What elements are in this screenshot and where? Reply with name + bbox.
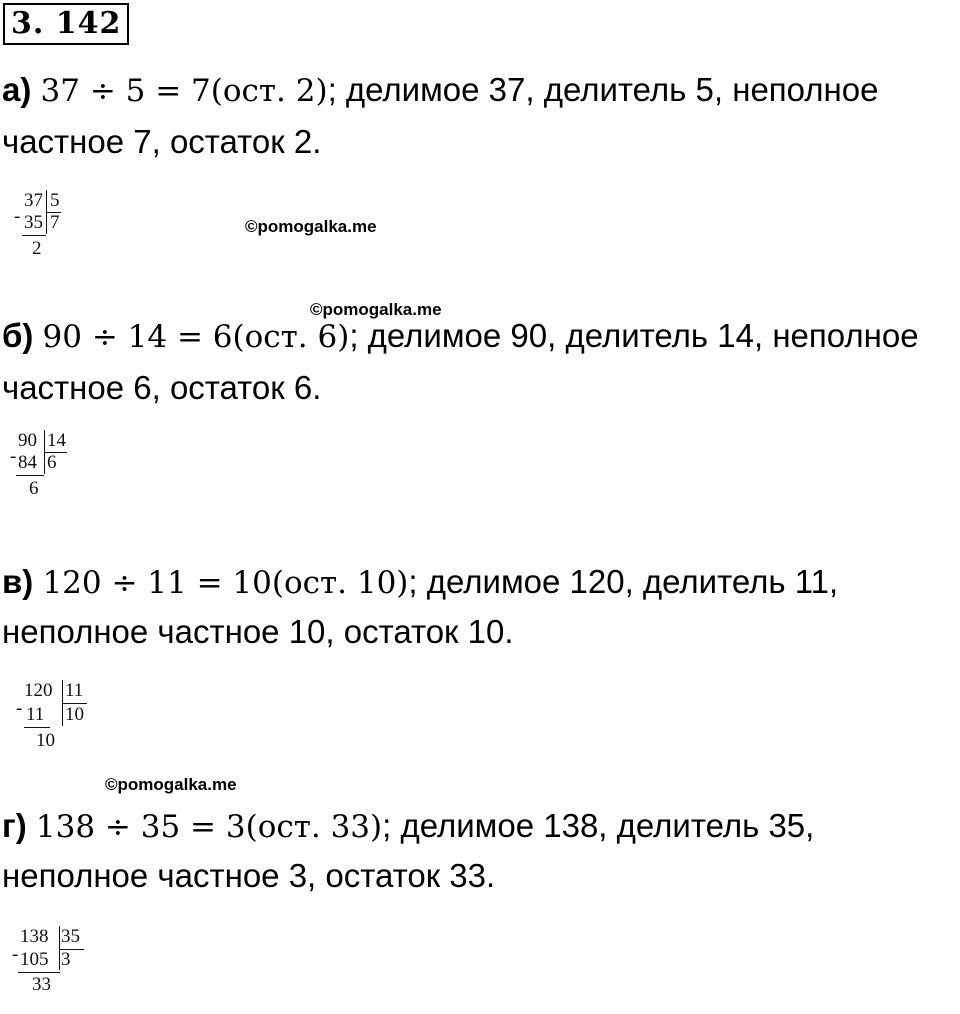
- problem-c-equation: 120 ÷ 11 = 10(ост. 10): [42, 565, 409, 601]
- problem-c-line-2: неполное частное 10, остаток 10.: [2, 613, 514, 650]
- remainder: 33: [32, 974, 51, 995]
- problem-d-label: г): [2, 807, 27, 844]
- problem-b-equation: 90 ÷ 14 = 6(ост. 6): [42, 319, 350, 355]
- quotient: 10: [65, 704, 84, 725]
- problem-d-line-2: неполное частное 3, остаток 33.: [2, 857, 496, 894]
- divisor: 11: [65, 680, 84, 701]
- watermark: ©pomogalka.me: [245, 217, 377, 236]
- subtraction-line: [22, 235, 46, 236]
- subtraction-line: [16, 475, 44, 476]
- problem-d-text-1: ; делимое 138, делитель 35,: [382, 807, 815, 844]
- divisor: 14: [47, 430, 66, 451]
- dividend: 120: [24, 680, 53, 701]
- minus-sign: -: [12, 944, 19, 965]
- subtracted: 11: [26, 704, 45, 725]
- problem-b-line-1: [2, 316, 919, 357]
- dividend: 90: [18, 430, 37, 451]
- problem-d-equation: 138 ÷ 35 = 3(ост. 33): [35, 809, 383, 845]
- problem-b-line-2: частное 6, остаток 6.: [2, 369, 322, 406]
- problem-a-long-division: [8, 188, 78, 280]
- subtraction-line: [18, 972, 60, 973]
- problem-c-line-1: [2, 562, 838, 603]
- quotient: 6: [47, 452, 57, 473]
- problem-number: 3. 142: [3, 3, 129, 45]
- remainder: 2: [32, 238, 42, 259]
- problem-c-text-1: ; делимое 120, делитель 11,: [408, 563, 839, 600]
- problem-a-line-1: [2, 70, 879, 111]
- division-bar: [59, 926, 60, 970]
- problem-a-line-2: частное 7, остаток 2.: [2, 123, 322, 160]
- watermark: ©pomogalka.me: [105, 775, 237, 794]
- dividend: 138: [20, 926, 49, 947]
- subtracted: 35: [24, 212, 43, 233]
- problem-d-line-1: [2, 806, 814, 847]
- minus-sign: -: [14, 206, 21, 227]
- problem-d-long-division: [10, 926, 100, 1014]
- problem-b-long-division: [8, 428, 88, 520]
- remainder: 6: [29, 478, 39, 499]
- problem-a-equation: 37 ÷ 5 = 7(ост. 2): [40, 73, 328, 109]
- problem-b-label: б): [2, 317, 34, 354]
- quotient: 3: [61, 949, 71, 970]
- problem-a-text-1: ; делимое 37, делитель 5, неполное: [327, 71, 879, 108]
- watermark: ©pomogalka.me: [310, 300, 442, 319]
- problem-c-long-division: [14, 678, 104, 772]
- subtracted: 84: [18, 452, 37, 473]
- divisor: 5: [50, 190, 60, 211]
- dividend: 37: [24, 190, 43, 211]
- minus-sign: -: [16, 698, 23, 719]
- problem-a-label: а): [2, 71, 32, 108]
- divisor: 35: [61, 926, 80, 947]
- remainder: 10: [36, 730, 55, 751]
- subtraction-line: [24, 727, 50, 728]
- subtracted: 105: [20, 949, 49, 970]
- problem-c-label: в): [2, 563, 34, 600]
- problem-b-text-1: ; делимое 90, делитель 14, неполное: [349, 317, 919, 354]
- minus-sign: -: [10, 446, 17, 467]
- quotient: 7: [50, 212, 60, 233]
